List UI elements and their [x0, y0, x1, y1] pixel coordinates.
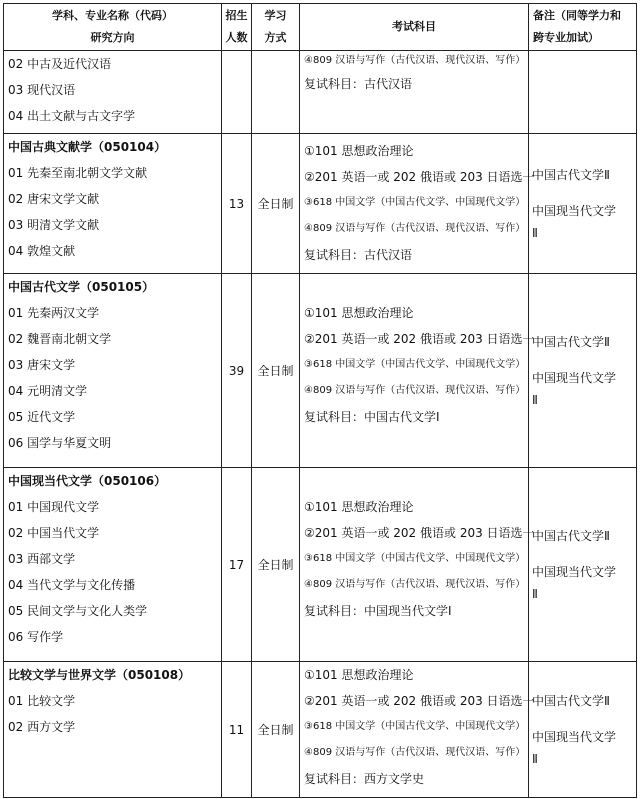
note-item-cont: Ⅱ: [532, 751, 538, 766]
direction-item: 04 元明清文学: [8, 384, 88, 398]
direction-item: 02 西方文学: [8, 720, 76, 734]
quota-cell: 39: [222, 274, 252, 468]
direction-item: 02 中国当代文学: [8, 526, 100, 540]
exam-item: ②201 英语一或 202 俄语或 203 日语选一: [304, 694, 535, 708]
note-cell: [529, 51, 637, 134]
note-item: 中国现当代文学: [532, 370, 617, 385]
mode-header: 学习 方式: [252, 4, 300, 51]
direction-item: 02 中古及近代汉语: [8, 57, 112, 71]
major-title: 中国现当代文学（050106）: [8, 474, 167, 488]
direction-item: 02 唐宋文学文献: [8, 192, 100, 206]
table-row: [4, 662, 637, 798]
subject-header: 学科、专业名称（代码） 研究方向: [4, 4, 222, 51]
mode-cell: 全日制: [252, 274, 300, 468]
direction-item: 04 出土文献与古文字学: [8, 109, 136, 123]
quota-cell: 11: [222, 662, 252, 798]
note-item-cont: Ⅱ: [532, 586, 538, 601]
direction-item: 03 西部文学: [8, 552, 76, 566]
mode-cell: 全日制: [252, 134, 300, 274]
note-item: 中国古代文学Ⅱ: [532, 167, 610, 182]
directions-cell: [4, 468, 222, 662]
exam-item: ②201 英语一或 202 俄语或 203 日语选一: [304, 332, 535, 346]
note-cell: [529, 274, 637, 468]
table-row: [4, 274, 637, 468]
exam-item: ③618 中国文学（中国古代文学、中国现代文学）: [304, 197, 526, 208]
direction-item: 06 国学与华夏文明: [8, 436, 112, 450]
direction-item: 05 近代文学: [8, 410, 76, 424]
quota-cell: 17: [222, 468, 252, 662]
direction-item: 05 民间文学与文化人类学: [8, 604, 148, 618]
direction-item: 01 中国现代文学: [8, 500, 100, 514]
direction-item: 01 先秦两汉文学: [8, 306, 100, 320]
retest-subject: 复试科目：古代汉语: [304, 77, 413, 91]
direction-item: 01 比较文学: [8, 694, 76, 708]
note-item-cont: Ⅱ: [532, 392, 538, 407]
direction-item: 03 现代汉语: [8, 83, 76, 97]
note-item: 中国现当代文学: [532, 564, 617, 579]
note-item: 中国现当代文学: [532, 729, 617, 744]
direction-item: 04 敦煌文献: [8, 244, 76, 258]
major-title: 中国古代文学（050105）: [8, 280, 155, 294]
note-item: 中国古代文学Ⅱ: [532, 334, 610, 349]
admissions-table: [3, 3, 637, 798]
direction-item: 04 当代文学与文化传播: [8, 578, 136, 592]
exam-item: ④809 汉语与写作（古代汉语、现代汉语、写作）: [304, 385, 526, 396]
exam-item: ③618 中国文学（中国古代文学、中国现代文学）: [304, 359, 526, 370]
direction-item: 01 先秦至南北朝文学文献: [8, 166, 148, 180]
directions-cell: [4, 274, 222, 468]
exam-item: ④809 汉语与写作（古代汉语、现代汉语、写作）: [304, 223, 526, 234]
exam-item: ②201 英语一或 202 俄语或 203 日语选一: [304, 170, 535, 184]
exam-item: ④809 汉语与写作（古代汉语、现代汉语、写作）: [304, 55, 526, 66]
note-item-cont: Ⅱ: [532, 225, 538, 240]
table-row: [4, 134, 637, 274]
table-row: [4, 51, 637, 134]
exam-item: ③618 中国文学（中国古代文学、中国现代文学）: [304, 721, 526, 732]
direction-item: 06 写作学: [8, 630, 64, 644]
quota-cell: 13: [222, 134, 252, 274]
retest-subject: 复试科目：西方文学史: [304, 772, 425, 786]
exam-item: ①101 思想政治理论: [304, 306, 414, 320]
direction-item: 03 明清文学文献: [8, 218, 100, 232]
directions-cell: [4, 662, 222, 798]
direction-item: 03 唐宋文学: [8, 358, 76, 372]
exam-cell: [300, 51, 529, 134]
mode-cell: 全日制: [252, 468, 300, 662]
exam-item: ②201 英语一或 202 俄语或 203 日语选一: [304, 526, 535, 540]
exam-header: 考试科目: [300, 4, 529, 51]
note-item: 中国古代文学Ⅱ: [532, 693, 610, 708]
quota-cell: [222, 51, 252, 134]
exam-item: ④809 汉语与写作（古代汉语、现代汉语、写作）: [304, 579, 526, 590]
exam-item: ①101 思想政治理论: [304, 500, 414, 514]
mode-cell: [252, 51, 300, 134]
direction-item: 02 魏晋南北朝文学: [8, 332, 112, 346]
exam-item: ①101 思想政治理论: [304, 144, 414, 158]
quota-header: 招生 人数: [222, 4, 252, 51]
table-row: [4, 468, 637, 662]
major-title: 中国古典文献学（050104）: [8, 140, 167, 154]
note-header: 备注（同等学力和 跨专业加试）: [529, 4, 637, 51]
retest-subject: 复试科目：中国现当代文学Ⅰ: [304, 604, 452, 618]
directions-cell: [4, 51, 222, 134]
note-cell: [529, 134, 637, 274]
header-row: [4, 4, 637, 51]
mode-cell: 全日制: [252, 662, 300, 798]
exam-item: ④809 汉语与写作（古代汉语、现代汉语、写作）: [304, 747, 526, 758]
directions-cell: [4, 134, 222, 274]
retest-subject: 复试科目：古代汉语: [304, 248, 413, 262]
note-cell: [529, 468, 637, 662]
retest-subject: 复试科目：中国古代文学Ⅰ: [304, 410, 440, 424]
note-item: 中国现当代文学: [532, 203, 617, 218]
exam-item: ①101 思想政治理论: [304, 668, 414, 682]
note-cell: [529, 662, 637, 798]
note-item: 中国古代文学Ⅱ: [532, 528, 610, 543]
major-title: 比较文学与世界文学（050108）: [8, 668, 191, 682]
exam-item: ③618 中国文学（中国古代文学、中国现代文学）: [304, 553, 526, 564]
